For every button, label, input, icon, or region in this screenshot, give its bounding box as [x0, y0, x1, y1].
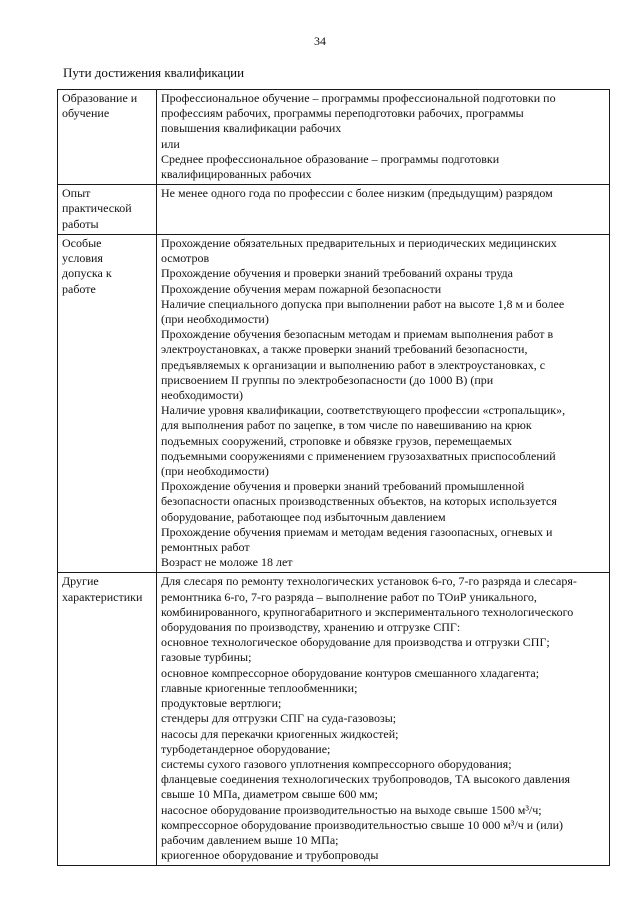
- row-label-line: работе: [62, 281, 96, 296]
- row-label-line: обучение: [62, 106, 110, 121]
- row-content-line: газовые турбины;: [161, 650, 252, 665]
- row-content-line: подъемных сооружений, строповке и обвязке грузов, перемещаемых: [161, 433, 512, 448]
- row-content-line: Для слесаря по ремонту технологических установок 6-го, 7-го разряда и слесаря-: [161, 574, 577, 589]
- row-label-line: практической: [62, 201, 132, 216]
- row-content-line: комбинированного, крупногабаритного и экспериментального технологического: [161, 604, 574, 619]
- row-content-line: ремонтника 6-го, 7-го разряда – выполнение работ по ТОиР уникального,: [161, 589, 537, 604]
- row-content-line: (при необходимости): [161, 464, 269, 479]
- table-row: [58, 185, 610, 235]
- row-content-line: фланцевые соединения технологических трубопроводов, ТА высокого давления: [161, 772, 571, 787]
- table-row: [58, 235, 610, 573]
- row-content-line: рабочим давлением выше 10 МПа;: [161, 832, 339, 847]
- row-content-line: основное компрессорное оборудование контуров смешанного хладагента;: [161, 665, 540, 680]
- row-content-line: Профессиональное обучение – программы профессиональной подготовки по: [161, 91, 556, 105]
- row-content-line: Прохождение обязательных предварительных и периодических медицинских: [161, 236, 557, 250]
- row-content-line: необходимости): [161, 388, 244, 403]
- row-content-line: безопасности опасных производственных объектов, на которых используется: [161, 494, 557, 509]
- row-label-cell: [58, 573, 157, 866]
- row-content-line: криогенное оборудование и трубопроводы: [161, 848, 379, 863]
- row-label-line: Образование и: [62, 91, 138, 105]
- row-content-line: насосы для перекачки криогенных жидкостей;: [161, 726, 399, 741]
- row-content-line: Прохождение обучения приемам и методам ведения газоопасных, огневых и: [161, 524, 553, 539]
- row-content-line: или: [161, 136, 180, 151]
- section-title: Пути достижения квалификации: [63, 65, 245, 80]
- row-content-line: продуктовые вертлюги;: [161, 696, 282, 711]
- row-label-line: Особые: [62, 236, 102, 250]
- row-content-line: основное технологическое оборудование для производства и отгрузки СПГ;: [161, 635, 550, 650]
- row-label-line: условия: [62, 251, 103, 266]
- table-row: [58, 573, 610, 866]
- row-content-cell: [157, 90, 610, 185]
- row-label-cell: [58, 90, 157, 185]
- row-label-line: работы: [62, 216, 99, 231]
- row-label-line: Другие: [62, 574, 99, 589]
- row-content-line: повышения квалификации рабочих: [161, 121, 342, 136]
- row-content-line: Среднее профессиональное образование – программы подготовки: [161, 151, 500, 166]
- row-label-line: характеристики: [62, 589, 143, 604]
- admission-conditions-table: [57, 234, 610, 866]
- row-content-line: присвоением II группы по электробезопасности (до 1000 В) (при: [161, 372, 494, 387]
- row-content-line: Не менее одного года по профессии с более низким (предыдущим) разрядом: [161, 186, 553, 201]
- row-content-line: осмотров: [161, 251, 210, 266]
- row-content-line: (при необходимости): [161, 312, 269, 327]
- row-content-line: Прохождение обучения мерам пожарной безопасности: [161, 281, 442, 296]
- row-content-cell: [157, 573, 610, 866]
- row-content-line: системы сухого газового уплотнения компрессорного оборудования;: [161, 756, 512, 771]
- row-content-line: оборудование, работающее под избыточным давлением: [161, 509, 446, 524]
- row-content-line: для выполнения работ по зацепке, в том числе по навешиванию на крюк: [161, 418, 532, 433]
- row-content-line: стендеры для отгрузки СПГ на суда-газовозы;: [161, 711, 397, 726]
- row-content-line: Прохождение обучения и проверки знаний требований промышленной: [161, 479, 525, 494]
- qualification-paths-table: [57, 89, 610, 235]
- row-content-line: Прохождение обучения и проверки знаний требований охраны труда: [161, 266, 513, 281]
- row-content-line: профессиям рабочих, программы переподготовки рабочих, программы: [161, 106, 524, 121]
- row-label-line: Опыт: [62, 186, 91, 201]
- row-label-cell: [58, 235, 157, 573]
- row-content-line: компрессорное оборудование производительностью свыше 10 000 м³/ч и (или): [161, 817, 564, 832]
- row-content-line: подъемными сооружениями с применением грузозахватных приспособлений: [161, 448, 556, 463]
- row-content-line: главные криогенные теплообменники;: [161, 680, 358, 695]
- row-content-line: электроустановках, а также проверки знаний требований безопасности,: [161, 342, 528, 357]
- row-content-line: квалифицированных рабочих: [161, 167, 312, 182]
- row-content-line: оборудования по производству, хранению и отгрузке СПГ:: [161, 620, 461, 635]
- row-content-line: ремонтных работ: [161, 540, 250, 555]
- row-label-cell: [58, 185, 157, 235]
- row-content-line: Наличие специального допуска при выполнении работ на высоте 1,8 м и более: [161, 296, 565, 311]
- page-number: 34: [314, 34, 326, 48]
- row-content-line: свыше 10 МПа, диаметром свыше 600 мм;: [161, 787, 378, 802]
- row-content-cell: [157, 185, 610, 235]
- row-content-line: турбодетандерное оборудование;: [161, 741, 331, 756]
- table-row: [58, 90, 610, 185]
- row-content-line: Наличие уровня квалификации, соответствующего профессии «стропальщик»,: [161, 403, 566, 418]
- row-label-line: допуска к: [62, 266, 112, 281]
- row-content-cell: [157, 235, 610, 573]
- row-content-line: насосное оборудование производительностью на выходе свыше 1500 м³/ч;: [161, 802, 542, 817]
- row-content-line: Прохождение обучения безопасным методам и приемам выполнения работ в: [161, 327, 554, 342]
- row-content-line: Возраст не моложе 18 лет: [161, 555, 293, 570]
- row-content-line: предъявляемых к организации и выполнению работ в электроустановках, с: [161, 357, 546, 372]
